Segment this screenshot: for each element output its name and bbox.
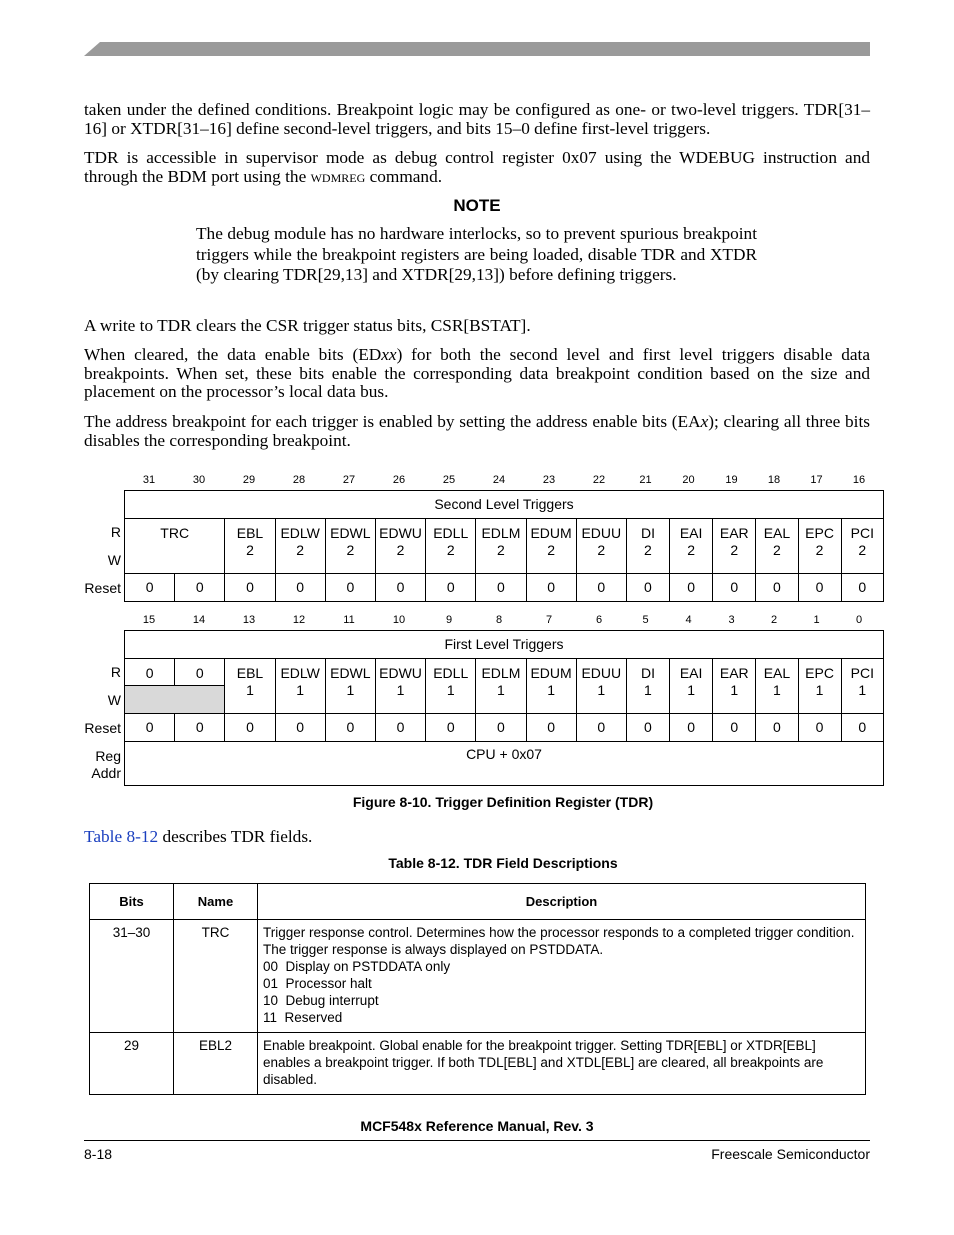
field-eduu1: EDUU 1 bbox=[576, 659, 626, 714]
bit-number: 27 bbox=[342, 474, 356, 486]
paragraph-3: A write to TDR clears the CSR trigger status bits, CSR[BSTAT]. bbox=[84, 316, 531, 335]
field-ear1: EAR 1 bbox=[713, 659, 756, 714]
reset-value: 0 bbox=[756, 714, 798, 742]
header-name: Name bbox=[174, 884, 258, 920]
reset-value: 0 bbox=[670, 574, 713, 602]
row-label-reset-lower: Reset bbox=[84, 720, 121, 736]
bit-number: 5 bbox=[642, 614, 649, 626]
field-ebl2: EBL 2 bbox=[225, 519, 275, 574]
reset-value: 0 bbox=[426, 574, 476, 602]
bit-number: 7 bbox=[545, 614, 553, 626]
reset-value: 0 bbox=[526, 714, 576, 742]
reset-value: 0 bbox=[713, 714, 756, 742]
field-pci2: PCI 2 bbox=[841, 519, 883, 574]
reset-value: 0 bbox=[125, 574, 175, 602]
reset-value: 0 bbox=[841, 574, 883, 602]
reset-value: 0 bbox=[375, 714, 425, 742]
bit-number: 3 bbox=[728, 614, 735, 626]
register-lower-table bbox=[124, 630, 884, 786]
reset-value: 0 bbox=[576, 714, 626, 742]
bit-number: 8 bbox=[495, 614, 503, 626]
note-title: NOTE bbox=[453, 196, 501, 215]
cell-description: Trigger response control. Determines how the processor responds to a completed trigger condition. The trigger response is always displayed on PSTDDATA. 00 Display on PSTDDATA only 01 Processor halt 10 Debug interrupt 11 Reserved bbox=[258, 920, 866, 1033]
reset-value: 0 bbox=[626, 574, 669, 602]
field-edll2: EDLL 2 bbox=[426, 519, 476, 574]
field-di2: DI 2 bbox=[626, 519, 669, 574]
reset-value: 0 bbox=[798, 574, 841, 602]
bit-number: 2 bbox=[770, 614, 778, 626]
field-edwl1: EDWL 1 bbox=[325, 659, 375, 714]
field-ear2: EAR 2 bbox=[713, 519, 756, 574]
bit-number: 12 bbox=[292, 614, 306, 626]
reset-value: 0 bbox=[175, 714, 225, 742]
cell-name: EBL2 bbox=[174, 1033, 258, 1095]
footer-manual-title: MCF548x Reference Manual, Rev. 3 bbox=[360, 1118, 594, 1134]
field-edlw2: EDLW 2 bbox=[275, 519, 325, 574]
field-ebl1: EBL 1 bbox=[225, 659, 275, 714]
bit-number: 31 bbox=[142, 474, 156, 486]
field-edlw1: EDLW 1 bbox=[275, 659, 325, 714]
field-edlm2: EDLM 2 bbox=[476, 519, 526, 574]
table-row bbox=[90, 920, 866, 1033]
bit-number: 20 bbox=[682, 474, 695, 486]
bit-number: 14 bbox=[192, 614, 206, 626]
reset-value: 0 bbox=[426, 714, 476, 742]
bit-number: 15 bbox=[142, 614, 156, 626]
reset-value: 0 bbox=[626, 714, 669, 742]
bit-number: 26 bbox=[392, 474, 406, 486]
reset-value: 0 bbox=[125, 714, 175, 742]
reset-value: 0 bbox=[576, 574, 626, 602]
row-label-reset: Reset bbox=[84, 580, 121, 596]
field-edwu1: EDWU 1 bbox=[375, 659, 425, 714]
bit-number: 9 bbox=[445, 614, 453, 626]
reg-addr-value: CPU + 0x07 bbox=[125, 742, 884, 786]
reset-value: 0 bbox=[325, 714, 375, 742]
bit-number: 4 bbox=[685, 614, 692, 626]
paragraph-1: taken under the defined conditions. Breakpoint logic may be configured as one- or two-level triggers. TDR[31–16] or XTDR[31–16] define second-level triggers, and bits 15–0 define first-level triggers. bbox=[84, 100, 870, 138]
table-row bbox=[90, 1033, 866, 1095]
reset-value: 0 bbox=[275, 714, 325, 742]
header-bar bbox=[84, 42, 870, 56]
bit-number: 10 bbox=[392, 614, 406, 626]
row-label-w-lower: W bbox=[107, 692, 121, 708]
reset-value: 0 bbox=[275, 574, 325, 602]
field-epc1: EPC 1 bbox=[798, 659, 841, 714]
cell-name: TRC bbox=[174, 920, 258, 1033]
field-edwl2: EDWL 2 bbox=[325, 519, 375, 574]
cell-bits: 31–30 bbox=[90, 920, 174, 1033]
first-level-triggers-title: First Level Triggers bbox=[125, 631, 884, 659]
header-bits: Bits bbox=[90, 884, 174, 920]
bit-number: 30 bbox=[192, 474, 206, 486]
bit-number: 21 bbox=[639, 474, 652, 486]
bit-number: 18 bbox=[767, 474, 781, 486]
field-edlm1: EDLM 1 bbox=[476, 659, 526, 714]
field-epc2: EPC 2 bbox=[798, 519, 841, 574]
row-label-reg: Reg bbox=[95, 748, 121, 764]
field-eai2: EAI 2 bbox=[670, 519, 713, 574]
table-caption: Table 8-12. TDR Field Descriptions bbox=[388, 855, 618, 871]
row-label-r-lower: R bbox=[110, 664, 121, 680]
field-edum1: EDUM 1 bbox=[526, 659, 576, 714]
field-edum2: EDUM 2 bbox=[526, 519, 576, 574]
field-eai1: EAI 1 bbox=[670, 659, 713, 714]
footer-company: Freescale Semiconductor bbox=[711, 1146, 870, 1162]
reset-value: 0 bbox=[526, 574, 576, 602]
bit-number: 25 bbox=[442, 474, 456, 486]
field-di1: DI 1 bbox=[626, 659, 669, 714]
reset-value: 0 bbox=[476, 574, 526, 602]
paragraph-4: When cleared, the data enable bits (EDxx) for both the second level and first level triggers disable data breakpoints. When set, these bits enable the corresponding data breakpoint condition based on the size and placement on the processor’s local data bus. bbox=[84, 345, 870, 401]
bit-number: 0 bbox=[855, 614, 863, 626]
row-label-r: R bbox=[110, 524, 121, 540]
field-eal2: EAL 2 bbox=[756, 519, 798, 574]
bit-number: 22 bbox=[592, 474, 606, 486]
field-edwu2: EDWU 2 bbox=[375, 519, 425, 574]
bit-number: 29 bbox=[242, 474, 256, 486]
bit-number: 16 bbox=[852, 474, 866, 486]
note-text: The debug module has no hardware interlocks, so to prevent spurious breakpoint triggers while the breakpoint registers are being loaded, disable TDR and XTDR (by clearing TDR[29,13] and XTDR[29,13]) before defining triggers. bbox=[196, 224, 757, 284]
register-upper-table bbox=[124, 490, 884, 602]
paragraph-2: TDR is accessible in supervisor mode as debug control register 0x07 using the WDEBUG instruction and through the BDM port using the wdmreg command. bbox=[84, 148, 870, 186]
paragraph-5: The address breakpoint for each trigger is enabled by setting the address enable bits (EAx); clearing all three bits disables the corresponding breakpoint. bbox=[84, 412, 871, 450]
cell-bits: 29 bbox=[90, 1033, 174, 1095]
bit-number: 6 bbox=[595, 614, 603, 626]
reset-value: 0 bbox=[225, 574, 275, 602]
footer-rule bbox=[84, 1140, 870, 1141]
reset-value: 0 bbox=[175, 574, 225, 602]
reset-value: 0 bbox=[670, 714, 713, 742]
field-edll1: EDLL 1 bbox=[426, 659, 476, 714]
bit-number: 13 bbox=[242, 614, 256, 626]
table-8-12-link[interactable]: Table 8-12 bbox=[84, 827, 159, 846]
reset-value: 0 bbox=[798, 714, 841, 742]
second-level-triggers-title: Second Level Triggers bbox=[125, 491, 884, 519]
reset-value: 0 bbox=[375, 574, 425, 602]
field-bit14: 0 bbox=[175, 659, 225, 686]
field-description-table bbox=[89, 883, 866, 1095]
field-eal1: EAL 1 bbox=[756, 659, 798, 714]
write-reserved-shading bbox=[125, 686, 225, 714]
row-label-addr: Addr bbox=[91, 765, 121, 781]
bit-number: 11 bbox=[343, 614, 355, 626]
field-bit15: 0 bbox=[125, 659, 175, 686]
figure-caption: Figure 8-10. Trigger Definition Register (TDR) bbox=[352, 794, 654, 810]
reset-value: 0 bbox=[756, 574, 798, 602]
footer-page-number: 8-18 bbox=[84, 1146, 113, 1162]
row-label-w: W bbox=[107, 552, 121, 568]
table-reference: Table 8-12 describes TDR fields. bbox=[84, 827, 313, 846]
cell-description: Enable breakpoint. Global enable for the breakpoint trigger. Setting TDR[EBL] or XTDR[EBL] enables a breakpoint trigger. If both TDL[EBL] and XTDL[EBL] are cleared, all breakpoints are disabled. bbox=[258, 1033, 866, 1095]
field-pci1: PCI 1 bbox=[841, 659, 883, 714]
bit-number: 17 bbox=[810, 474, 823, 486]
upper-bit-numbers bbox=[124, 474, 884, 486]
reset-value: 0 bbox=[225, 714, 275, 742]
reset-value: 0 bbox=[713, 574, 756, 602]
field-eduu2: EDUU 2 bbox=[576, 519, 626, 574]
reset-value: 0 bbox=[841, 714, 883, 742]
bit-number: 19 bbox=[725, 474, 738, 486]
bit-number: 23 bbox=[542, 474, 556, 486]
bit-number: 24 bbox=[492, 474, 506, 486]
reset-value: 0 bbox=[325, 574, 375, 602]
header-description: Description bbox=[258, 884, 866, 920]
reset-value: 0 bbox=[476, 714, 526, 742]
bit-number: 28 bbox=[292, 474, 306, 486]
field-trc: TRC bbox=[125, 519, 225, 574]
lower-bit-numbers bbox=[124, 614, 884, 626]
bit-number: 1 bbox=[813, 614, 820, 626]
